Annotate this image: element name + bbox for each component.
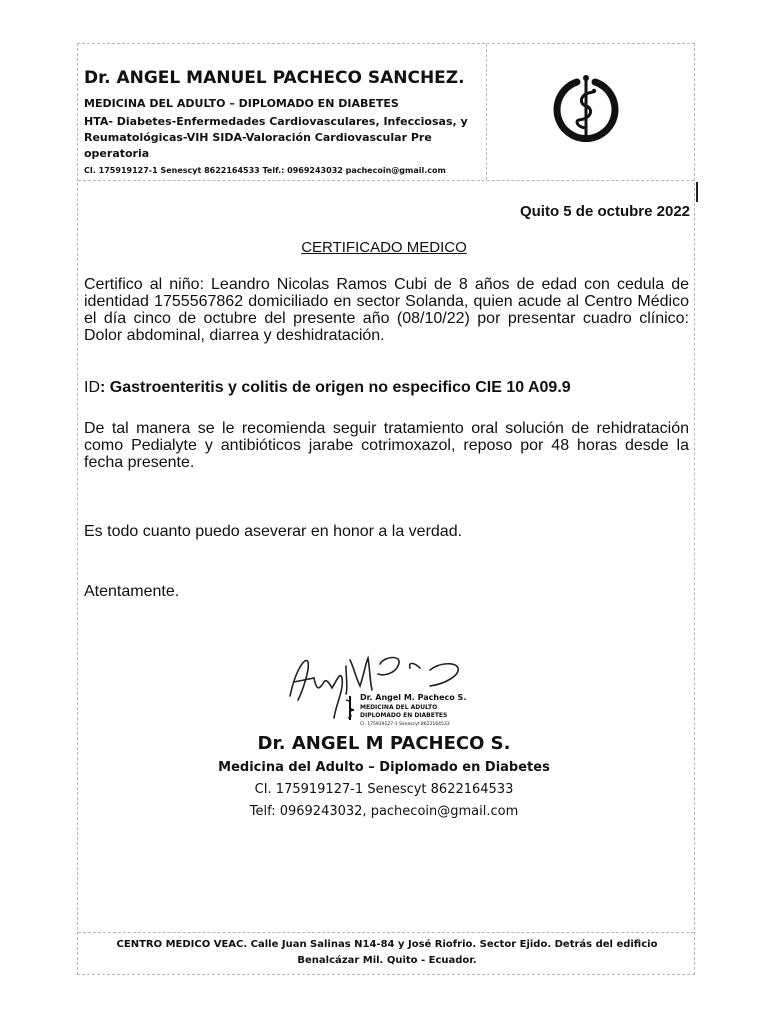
closing-text: Atentamente.: [84, 583, 180, 600]
certification-paragraph: Certifico al niño: Leandro Nicolas Ramos Cubi de 8 años de edad con cedula de identidad 1755567862 domiciliado en sector Solanda, quien acude al Centro Médico el día cinco de octubre del presente año (08/10/22) por presentar cuadro clínico: Dolor abdominal, diarrea y deshidratación.: [84, 276, 689, 344]
signature-name: Dr. ANGEL M PACHECO S.: [257, 733, 511, 754]
page-border: [77, 43, 695, 975]
header-subspecialties: HTA- Diabetes-Enfermedades Cardiovasculares, Infecciosas, y Reumatológicas-VIH SIDA-Valoración Cardiovascular Pre operatoria: [84, 115, 468, 160]
caduceus-logo-icon: [549, 72, 623, 146]
diagnosis-text: : Gastroenteritis y colitis de origen no especifico CIE 10 A09.9: [100, 379, 571, 396]
header-divider-horizontal: [78, 180, 694, 181]
stamp-line-1: Dr. Angel M. Pacheco S.: [360, 693, 467, 702]
text-cursor: [696, 182, 698, 202]
header-divider-vertical: [486, 44, 487, 180]
honor-statement: Es todo cuanto puedo aseverar en honor a la verdad.: [84, 523, 463, 540]
header-contact-line: CI. 175919127-1 Senescyt 8622164533 Telf.: 0969243032 pachecoin@gmail.com: [84, 166, 446, 175]
signature-id-line: CI. 175919127-1 Senescyt 8622164533: [254, 782, 514, 797]
diagnosis-label: ID: [84, 379, 100, 396]
diagnosis-line: [84, 379, 689, 396]
handwritten-signature-stamp: [280, 648, 490, 738]
footer-address: CENTRO MEDICO VEAC. Calle Juan Salinas N14-84 y José Riofrio. Sector Ejido. Detrás del edificio Benalcázar Mil. Quito - Ecuador.: [116, 939, 658, 966]
stamp-line-2: MEDICINA DEL ADULTO: [360, 704, 438, 711]
stamp-line-3: DIPLOMADO EN DIABETES: [360, 712, 448, 719]
stamp-line-4: CI. 175919127-1 Senescyt 8622164533: [360, 722, 450, 727]
document-date: Quito 5 de octubre 2022: [519, 203, 690, 220]
header-specialty: MEDICINA DEL ADULTO – DIPLOMADO EN DIABETES: [84, 97, 399, 110]
signature-contact-line: Telf: 0969243032, pachecoin@gmail.com: [249, 804, 519, 819]
signature-specialty: Medicina del Adulto – Diplomado en Diabetes: [218, 760, 550, 775]
header-doctor-name: Dr. ANGEL MANUEL PACHECO SANCHEZ.: [84, 68, 465, 88]
footer-divider: [78, 932, 694, 933]
document-title: CERTIFICADO MEDICO: [301, 239, 467, 256]
treatment-paragraph: De tal manera se le recomienda seguir tratamiento oral solución de rehidratación como Pedialyte y antibióticos jarabe cotrimoxazol, reposo por 48 horas desde la fecha presente.: [84, 420, 689, 471]
